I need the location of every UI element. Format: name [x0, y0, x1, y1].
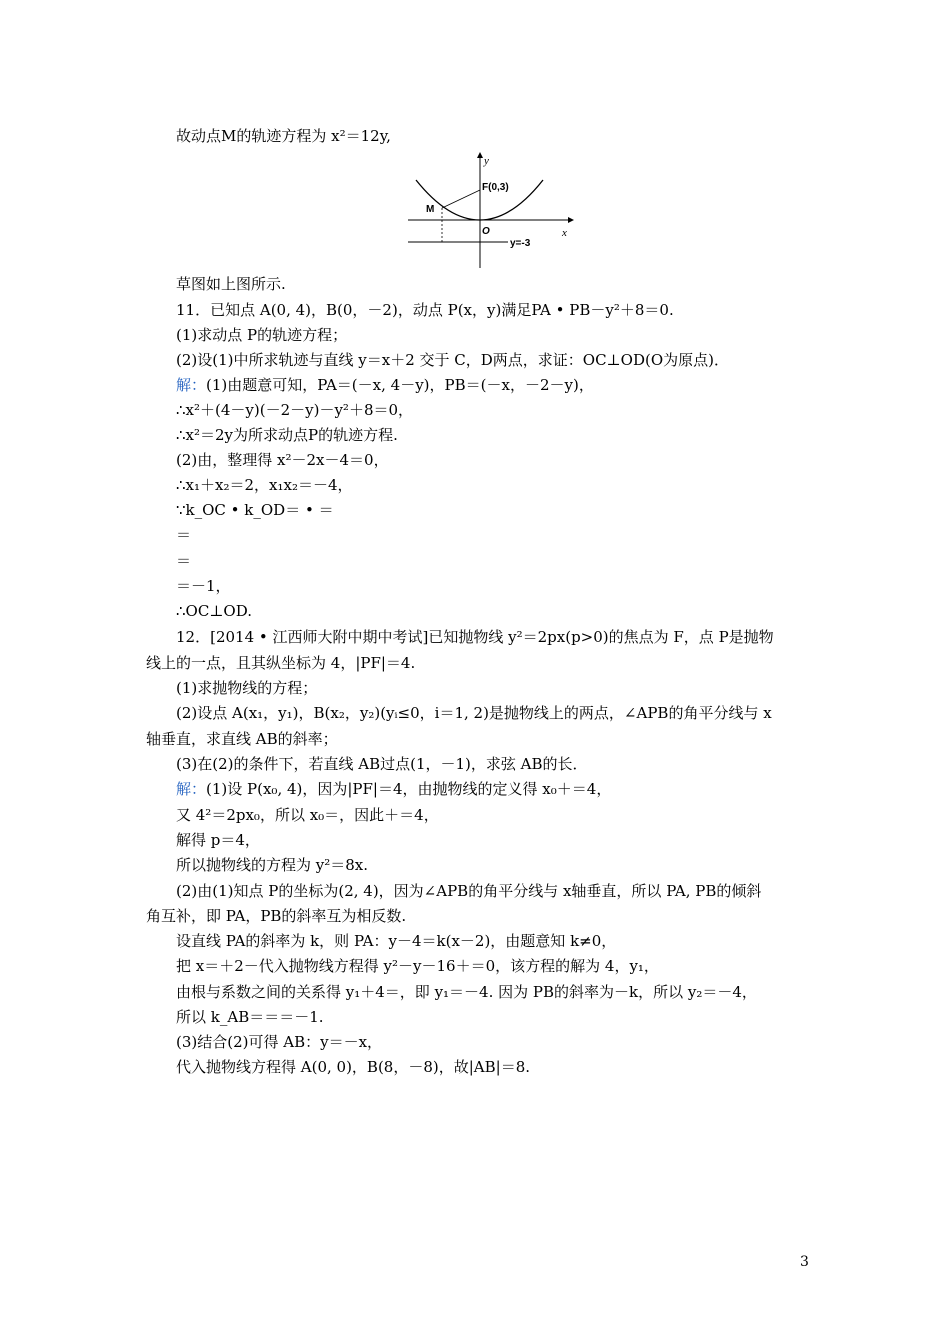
problem-11-part-1: (1)求动点 P的轨迹方程；	[176, 326, 348, 344]
y-axis-label: y	[484, 155, 489, 167]
solution-line: (3)结合(2)可得 AB：y＝－x，	[176, 1033, 383, 1051]
text-line: 草图如上图所示.	[176, 275, 286, 293]
solution-line: 代入抛物线方程得 A(0, 0)，B(8，－8)，故|AB|＝8.	[176, 1058, 531, 1076]
solution-line: ∴OC⊥OD.	[176, 602, 252, 620]
solution-label: 解：	[176, 376, 207, 394]
solution-line: ∵k_OC • k_OD＝ • ＝	[176, 501, 334, 519]
point-m-label: M	[426, 204, 435, 215]
origin-label: O	[482, 226, 490, 237]
solution-line: 把 x＝＋2－代入抛物线方程得 y²－y－16＋＝0，该方程的解为 4，y₁，	[176, 957, 659, 975]
solution-line: 解得 p＝4，	[176, 831, 260, 849]
solution-line: 角互补，即 PA，PB的斜率互为相反数.	[146, 907, 407, 925]
problem-12-statement-cont: 线上的一点，且其纵坐标为 4，|PF|＝4.	[146, 654, 416, 672]
solution-line: ＝	[176, 526, 192, 544]
problem-12-part-2: (2)设点 A(x₁，y₁)，B(x₂，y₂)(yᵢ≤0，i＝1, 2)是抛物线上的两点，∠APB的角平分线与 x	[176, 704, 772, 722]
solution-line: 解：(1)设 P(x₀, 4)，因为|PF|＝4，由抛物线的定义得 x₀＋＝4，	[176, 780, 612, 798]
problem-11-part-2: (2)设(1)中所求轨迹与直线 y＝x＋2 交于 C，D两点，求证：OC⊥OD(O为原点)．	[176, 351, 729, 369]
solution-line: 又 4²＝2px₀，所以 x₀＝，因此＋＝4，	[176, 806, 439, 824]
solution-line: (2)由(1)知点 P的坐标为(2, 4)，因为∠APB的角平分线与 x轴垂直，所以 PA, PB的倾斜	[176, 882, 762, 900]
x-axis-arrow	[568, 217, 574, 223]
x-axis-label: x	[562, 227, 567, 239]
solution-line: ∴x²＝2y为所求动点P的轨迹方程.	[176, 426, 398, 444]
solution-line: ＝－1，	[176, 577, 231, 595]
problem-11-statement: 11．已知点 A(0, 4)，B(0，－2)，动点 P(x，y)满足PA • PB－y²＋8＝0.	[176, 301, 674, 319]
solution-line: (2)由，整理得 x²－2x－4＝0，	[176, 451, 389, 469]
solution-line: 由根与系数之间的关系得 y₁＋4＝，即 y₁＝－4. 因为 PB的斜率为－k，所以 y₂＝－4，	[176, 983, 757, 1001]
solution-line: 设直线 PA的斜率为 k，则 PA：y－4＝k(x－2)，由题意知 k≠0，	[176, 932, 617, 950]
y-axis-arrow	[477, 152, 483, 158]
solution-line: 所以抛物线的方程为 y²＝8x.	[176, 856, 369, 874]
problem-12-statement: 12．[2014 • 江西师大附中期中考试]已知抛物线 y²＝2px(p>0)的焦点为 F，点 P是抛物	[176, 628, 774, 646]
solution-line: 所以 k_AB＝＝＝－1.	[176, 1008, 324, 1026]
page-number: 3	[800, 1254, 809, 1270]
problem-12-part-2-cont: 轴垂直，求直线 AB的斜率；	[146, 730, 338, 748]
text-line: 故动点M的轨迹方程为 x²＝12y,	[176, 127, 391, 145]
solution-line: 解：(1)由题意可知，PA＝(－x, 4－y)，PB＝(－x，－2－y)，	[176, 376, 594, 394]
parabola-figure	[408, 150, 574, 268]
problem-12-part-1: (1)求抛物线的方程；	[176, 679, 318, 697]
directrix-label: y=-3	[510, 238, 531, 249]
solution-line: ∴x₁＋x₂＝2，x₁x₂＝－4，	[176, 476, 353, 494]
solution-line: ＝	[176, 552, 192, 570]
solution-line: ∴x²＋(4－y)(－2－y)－y²＋8＝0，	[176, 401, 414, 419]
mf-segment	[442, 190, 480, 208]
solution-label: 解：	[176, 780, 207, 798]
problem-12-part-3: (3)在(2)的条件下，若直线 AB过点(1，－1)，求弦 AB的长．	[176, 755, 588, 773]
focus-label: F(0,3)	[482, 182, 509, 193]
